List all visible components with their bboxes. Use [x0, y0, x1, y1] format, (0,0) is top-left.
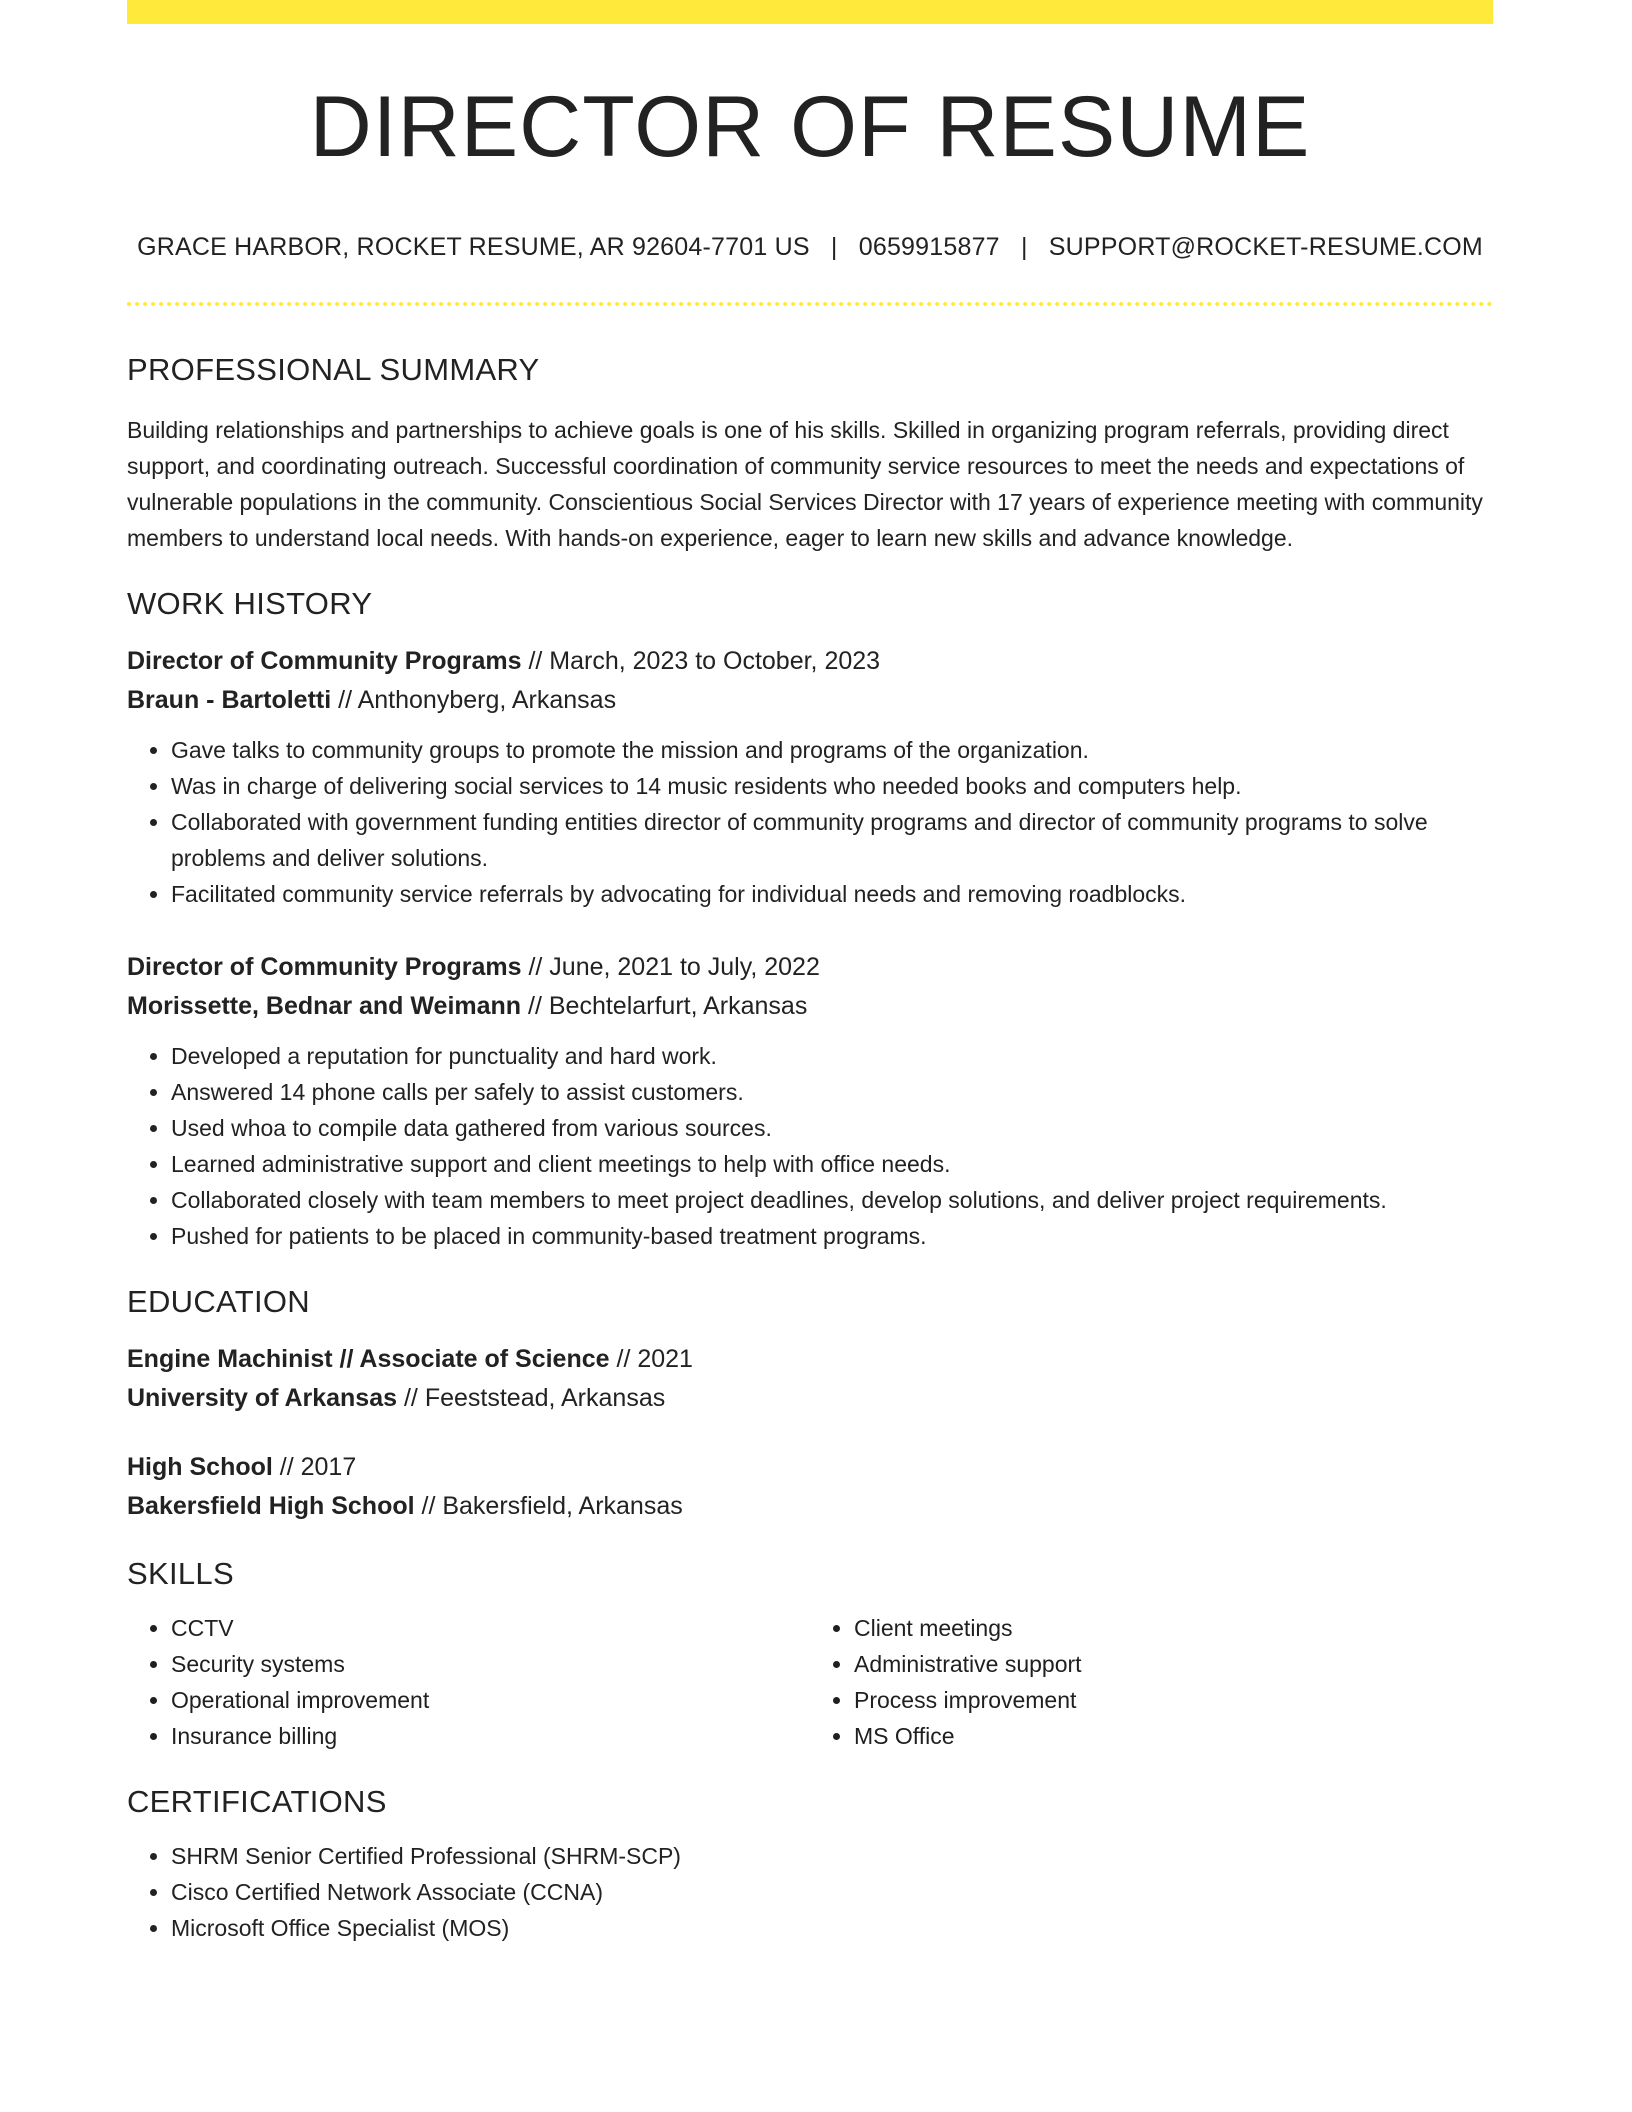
- degree-name: Engine Machinist // Associate of Science: [127, 1344, 610, 1373]
- skill-item: • Process improvement: [854, 1682, 1493, 1718]
- job-bullet-list: [127, 1038, 1493, 1254]
- skill-item: • Administrative support: [854, 1646, 1493, 1682]
- resume-content: [127, 0, 1493, 1946]
- skill-item: • CCTV: [171, 1610, 810, 1646]
- school-location: // Bakersfield, Arkansas: [414, 1491, 683, 1520]
- skills-grid: [127, 1610, 1493, 1754]
- dotted-divider: [127, 302, 1493, 306]
- skill-item: • Client meetings: [854, 1610, 1493, 1646]
- accent-top-bar: [127, 0, 1493, 24]
- skills-column-left: [127, 1610, 810, 1754]
- school-line: [127, 1487, 1493, 1526]
- list-item: • Used whoa to compile data gathered from various sources.: [171, 1110, 1493, 1146]
- skills-column-right: [810, 1610, 1493, 1754]
- resume-name: DIRECTOR OF RESUME: [309, 79, 1311, 175]
- list-item: • Developed a reputation for punctuality and hard work.: [171, 1038, 1493, 1074]
- degree-name: High School: [127, 1452, 273, 1481]
- job-dates: // March, 2023 to October, 2023: [521, 646, 881, 675]
- school-name: University of Arkansas: [127, 1383, 398, 1412]
- list-item: • Answered 14 phone calls per safely to assist customers.: [171, 1074, 1493, 1110]
- list-item: • Collaborated with government funding entities director of community programs and director of community programs to solve problems and deliver solutions.: [171, 804, 1493, 876]
- contact-phone: 0659915877: [858, 232, 1000, 261]
- education-entry: [127, 1340, 1493, 1418]
- degree-line: [127, 1340, 1493, 1379]
- education-entry: [127, 1448, 1493, 1526]
- skills-heading: SKILLS: [127, 1555, 234, 1591]
- job-entry: [127, 642, 1493, 912]
- school-name: Bakersfield High School: [127, 1491, 415, 1520]
- list-item: • Learned administrative support and client meetings to help with office needs.: [171, 1146, 1493, 1182]
- list-item: • Gave talks to community groups to promote the mission and programs of the organization.: [171, 732, 1493, 768]
- summary-text: Building relationships and partnerships to achieve goals is one of his skills. Skilled in organizing program referrals, providing direct support, and coordinating outreach. Successful coordination of community service resources to meet the needs and expectations of vulnerable populations in the community. Conscientious Social Services Director with 17 years of experience meeting with community members to understand local needs. With hands-on experience, eager to learn new skills and advance knowledge.: [127, 416, 1483, 551]
- certification-item: • Cisco Certified Network Associate (CCNA): [171, 1874, 1493, 1910]
- job-company: Braun - Bartoletti: [127, 685, 332, 714]
- contact-separator: |: [830, 232, 838, 261]
- job-company: Morissette, Bednar and Weimann: [127, 991, 522, 1020]
- spacer: [127, 1418, 1493, 1448]
- job-entry: [127, 948, 1493, 1254]
- job-bullet-list: [127, 732, 1493, 912]
- contact-line: [127, 233, 1493, 262]
- skill-item: • MS Office: [854, 1718, 1493, 1754]
- job-title-line: [127, 642, 1493, 681]
- certification-item: • SHRM Senior Certified Professional (SHRM-SCP): [171, 1838, 1493, 1874]
- skill-item: • Operational improvement: [171, 1682, 810, 1718]
- contact-address: GRACE HARBOR, ROCKET RESUME, AR 92604-7701 US: [137, 232, 810, 261]
- work-history-heading: WORK HISTORY: [127, 585, 373, 621]
- school-line: [127, 1379, 1493, 1418]
- skill-item: • Insurance billing: [171, 1718, 810, 1754]
- job-position: Director of Community Programs: [127, 646, 522, 675]
- certification-item: • Microsoft Office Specialist (MOS): [171, 1910, 1493, 1946]
- job-title-line: [127, 948, 1493, 987]
- list-item: • Was in charge of delivering social services to 14 music residents who needed books and computers help.: [171, 768, 1493, 804]
- job-location: // Bechtelarfurt, Arkansas: [521, 991, 808, 1020]
- education-heading: EDUCATION: [127, 1283, 310, 1319]
- job-position: Director of Community Programs: [127, 952, 522, 981]
- skill-item: • Security systems: [171, 1646, 810, 1682]
- degree-year: // 2017: [272, 1452, 357, 1481]
- job-location: // Anthonyberg, Arkansas: [331, 685, 617, 714]
- job-company-line: [127, 987, 1493, 1026]
- summary-heading: PROFESSIONAL SUMMARY: [127, 351, 540, 387]
- list-item: • Facilitated community service referrals by advocating for individual needs and removing roadblocks.: [171, 876, 1493, 912]
- contact-email[interactable]: SUPPORT@ROCKET-RESUME.COM: [1048, 232, 1483, 261]
- spacer: [127, 912, 1493, 948]
- school-location: // Feeststead, Arkansas: [397, 1383, 666, 1412]
- list-item: • Pushed for patients to be placed in community-based treatment programs.: [171, 1218, 1493, 1254]
- job-company-line: [127, 681, 1493, 720]
- list-item: • Collaborated closely with team members to meet project deadlines, develop solutions, and deliver project requirements.: [171, 1182, 1493, 1218]
- certifications-heading: CERTIFICATIONS: [127, 1783, 387, 1819]
- certifications-list: [127, 1838, 1493, 1946]
- contact-separator: |: [1020, 232, 1028, 261]
- degree-line: [127, 1448, 1493, 1487]
- job-dates: // June, 2021 to July, 2022: [521, 952, 820, 981]
- degree-year: // 2021: [609, 1344, 693, 1373]
